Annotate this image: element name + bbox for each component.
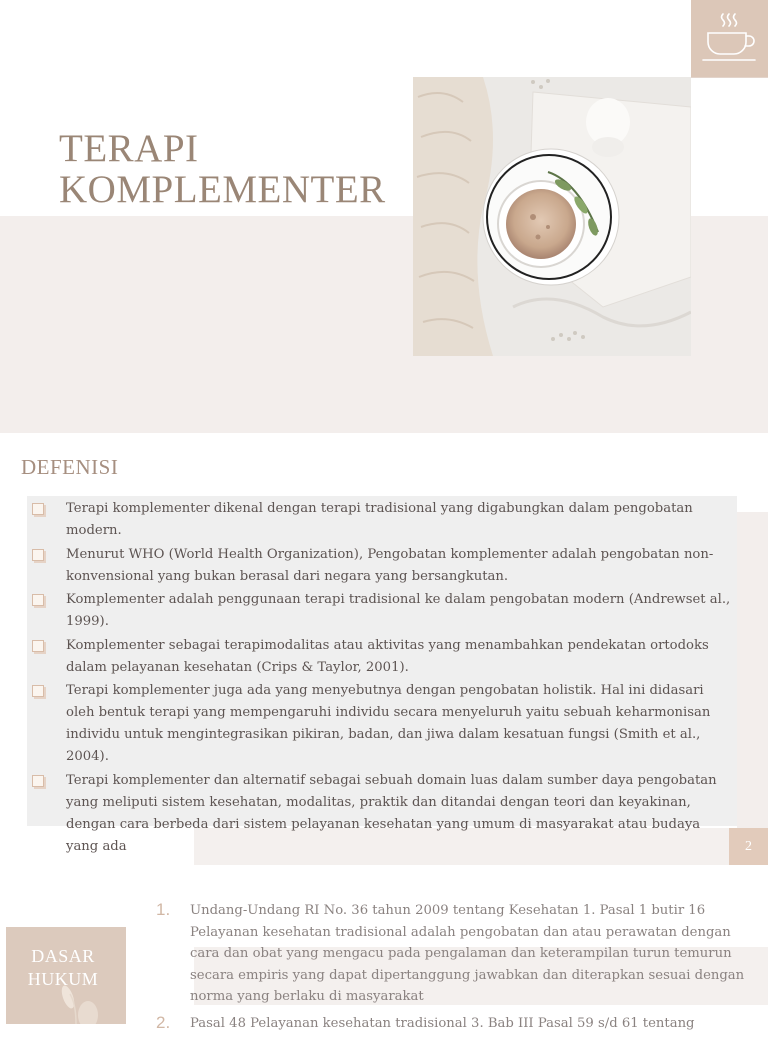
title-line: HUKUM [27,969,99,989]
list-item-text: Komplementer adalah penggunaan terapi tradisional ke dalam pengobatan modern (Andrewset al., 1999). [66,592,731,629]
definition-list [30,498,735,859]
checkbox-bullet-icon [32,594,44,606]
list-number: 1. [156,900,171,919]
list-item [156,1013,746,1035]
coffee-cup-photo [413,77,691,356]
list-item-text: Terapi komplementer juga ada yang menyebutnya dengan pengobatan holistik. Hal ini didasari oleh bentuk terapi yang mempengaruhi individu secara menyeluruh yaitu sebuah keharmonisan individu untuk mengintegrasikan pikiran, badan, dan jiwa dalam kesatuan fungsi (Smith et al., 2004). [66,683,711,764]
list-item-text: Undang-Undang RI No. 36 tahun 2009 tentang Kesehatan 1. Pasal 1 butir 16 Pelayanan kesehatan tradisional adalah pengobatan dan atau perawatan dengan cara dan obat yang mengacu pada pengalaman dan keterampilan turun temurun secara empiris yang dapat dipertanggung jawabkan dan diterapkan sesuai dengan norma yang berlaku di masyarakat [190,903,745,1004]
list-item [30,498,735,542]
decorative-strip [737,512,768,828]
list-item [30,544,735,588]
law-list [156,900,746,1039]
list-item [30,635,735,679]
list-item [30,770,735,858]
list-item-text: Pasal 48 Pelayanan kesehatan tradisional 3. Bab III Pasal 59 s/d 61 tentang [190,1015,695,1031]
checkbox-bullet-icon [32,775,44,787]
page-title [59,128,399,210]
list-item-text: Terapi komplementer dan alternatif sebagai sebuah domain luas dalam sumber daya pengobatan yang meliputi sistem kesehatan, modalitas, praktik dan ditandai dengan teori dan keyakinan, dengan cara berbeda dari sistem pelayanan kesehatan yang umum di masyarakat atau budaya yang ada [66,772,717,854]
coffee-cup-icon [691,0,768,77]
list-item-text: Menurut WHO (World Health Organization), Pengobatan komplementer adalah pengobatan non-konvensional yang bukan berasal dari negara yang bersangkutan. [66,546,714,584]
section-heading-dasar-hukum [6,945,120,991]
title-line: DASAR [31,946,95,966]
list-item-text: Terapi komplementer dikenal dengan terapi tradisional yang digabungkan dalam pengobatan modern. [66,501,693,538]
checkbox-bullet-icon [32,685,44,697]
list-item [30,589,735,633]
checkbox-bullet-icon [32,640,44,652]
list-item [156,900,746,1008]
list-item [30,680,735,768]
list-item-text: Komplementer sebagai terapimodalitas atau aktivitas yang menambahkan pendekatan ortodoks dalam pelayanan kesehatan (Crips & Taylor, 2001). [66,637,709,675]
divider [691,77,768,78]
list-number: 2. [156,1012,171,1032]
checkbox-bullet-icon [32,549,44,561]
section-heading-defenisi: DEFENISI [21,455,119,479]
title-line: KOMPLEMENTER [59,168,386,211]
coffee-cup-icon-box [691,0,768,77]
checkbox-bullet-icon [32,503,44,515]
title-line: TERAPI [59,127,199,170]
page-number: 2 [729,828,768,865]
